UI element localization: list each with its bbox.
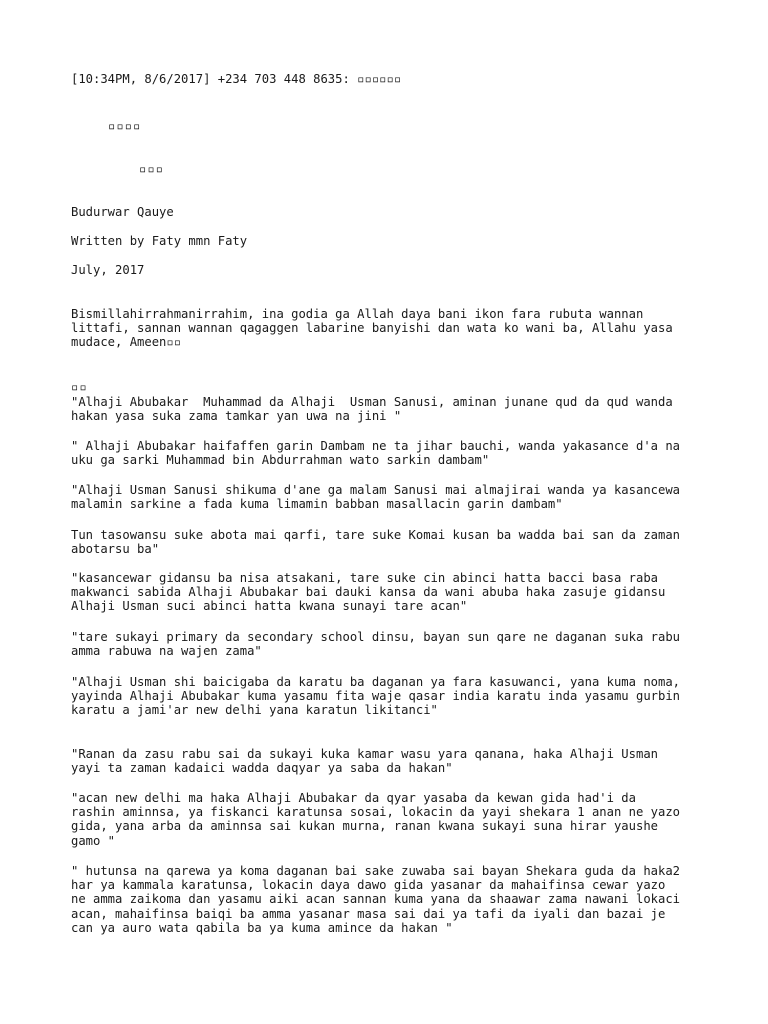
document-title: Budurwar Qauye xyxy=(71,205,174,219)
symbol-row-1: ▫▫▫▫ xyxy=(108,119,142,133)
story-paragraph-4: Tun tasowansu suke abota mai qarfi, tare suke Komai kusan ba wadda bai san da zaman abotarsu ba" xyxy=(71,528,681,557)
message-header: [10:34PM, 8/6/2017] +234 703 448 8635: ▫▫▫▫▫▫ xyxy=(71,72,402,86)
story-paragraph-6: "tare sukayi primary da secondary school dinsu, bayan sun qare ne daganan suka rabu amma rabuwa na wajen zama" xyxy=(71,630,681,659)
date: July, 2017 xyxy=(71,263,145,277)
separator-symbols: ▫▫ xyxy=(71,380,88,394)
byline: Written by Faty mmn Faty xyxy=(71,234,248,248)
story-paragraph-3: "Alhaji Usman Sanusi shikuma d'ane ga malam Sanusi mai almajirai wanda ya kasancewa malamin sarkine a fada kuma limamin babban masallacin garin dambam" xyxy=(71,483,681,512)
story-paragraph-10: " hutunsa na qarewa ya koma daganan bai sake zuwaba sai bayan Shekara guda da haka2 har ya kammala karatunsa, lokacin daya dawo gida yasanar da mahaifinsa cewar yazo ne amma zaikoma dan yasamu aiki acan sannan kuma yana da shaawar zama nawani lokaci acan, mahaifinsa baiqi ba amma yasanar masa sai dai ya tafi da iyali dan bazai je can ya auro wata qabila ba ya kuma amince da hakan " xyxy=(71,864,681,935)
story-paragraph-7: "Alhaji Usman shi baicigaba da karatu ba daganan ya fara kasuwanci, yana kuma noma, yayinda Alhaji Abubakar kuma yasamu fita waje qasar india karatu inda yasamu gurbin karatu a jami'ar new delhi yana karatun likitanci" xyxy=(71,675,681,718)
symbol-row-2: ▫▫▫ xyxy=(139,162,165,176)
story-paragraph-8: "Ranan da zasu rabu sai da sukayi kuka kamar wasu yara qanana, haka Alhaji Usman yayi ta zaman kadaici wadda daqyar ya saba da hakan" xyxy=(71,747,658,776)
story-paragraph-5: "kasancewar gidansu ba nisa atsakani, tare suke cin abinci hatta bacci basa raba makwanci sabida Alhaji Abubakar bai dauki kansa da wani abuba haka zasuje gidansu Alhaji Usman suci abinci hatta kwana sunayi tare acan" xyxy=(71,571,666,614)
story-paragraph-9: "acan new delhi ma haka Alhaji Abubakar da qyar yasaba da kewan gida had'i da rashin aminnsa, ya fiskanci karatunsa sosai, lokacin da yayi shekara 1 anan ne yazo gida, yana arba da aminnsa sai kukan murna, ranan kwana sukayi suna hirar yaushe gamo " xyxy=(71,791,681,848)
story-paragraph-2: " Alhaji Abubakar haifaffen garin Dambam ne ta jihar bauchi, wanda yakasance d'a na uku ga sarki Muhammad bin Abdurrahman wato sarkin dambam" xyxy=(71,439,681,468)
intro-paragraph: Bismillahirrahmanirrahim, ina godia ga Allah daya bani ikon fara rubuta wannan littafi, sannan wannan qagaggen labarine banyishi dan wata ko wani ba, Allahu yasa mudace, Ameen▫▫ xyxy=(71,307,673,350)
story-paragraph-1: "Alhaji Abubakar Muhammad da Alhaji Usman Sanusi, aminan junane qud da qud wanda hakan yasa suka zama tamkar yan uwa na jini " xyxy=(71,395,673,424)
